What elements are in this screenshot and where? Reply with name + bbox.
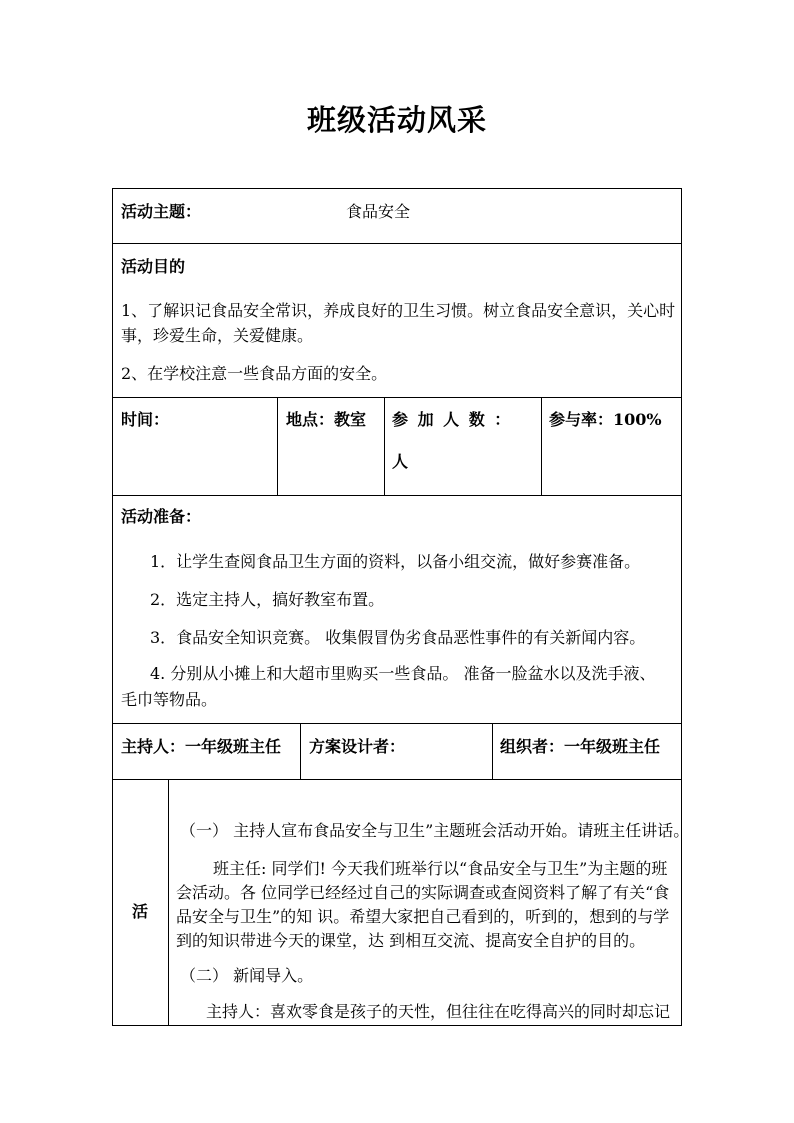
purpose-line: 事，珍爱生命，关爱健康。 xyxy=(121,326,314,345)
place-label: 地点：教室 xyxy=(286,410,367,429)
process-line: 班主任: 同学们! 今天我们班举行以“食品安全与卫生”为主题的班 xyxy=(213,859,668,878)
theme-label: 活动主题： xyxy=(121,202,202,221)
prep-item: 3．食品安全知识竞赛。 收集假冒伪劣食品恶性事件的有关新闻内容。 xyxy=(150,628,646,647)
time-label: 时间： xyxy=(121,410,170,429)
process-line: 到的知识带进今天的课堂，达 到相互交流、提高安全自护的目的。 xyxy=(176,931,646,950)
process-line: （一） 主持人宣布食品安全与卫生”主题班会活动开始。请班主任讲话。 xyxy=(180,821,690,840)
host-label: 主持人：一年级班主任 xyxy=(121,737,282,756)
col-divider xyxy=(541,397,542,495)
col-divider xyxy=(277,397,278,495)
prep-item: 4. 分别从小摊上和大超市里购买一些食品。 准备一脸盆水以及洗手液、 xyxy=(150,664,656,683)
row-divider xyxy=(112,779,682,780)
organizer-label: 组织者：一年级班主任 xyxy=(500,737,661,756)
row-divider xyxy=(112,495,682,496)
row-divider xyxy=(112,397,682,398)
prep-item: 1．让学生查阅食品卫生方面的资料，以备小组交流，做好参赛准备。 xyxy=(150,552,641,571)
purpose-line: 1、了解识记食品安全常识，养成良好的卫生习惯。树立食品安全意识，关心时 xyxy=(121,301,676,320)
purpose-heading: 活动目的 xyxy=(121,257,186,276)
col-divider xyxy=(300,723,301,779)
designer-label: 方案设计者： xyxy=(309,737,406,756)
process-line: 品安全与卫生”的知 识。希望大家把自己看到的，听到的，想到的与学 xyxy=(176,907,670,926)
participant-count-unit: 人 xyxy=(392,452,409,471)
row-divider xyxy=(112,243,682,244)
process-line: 会活动。各 位同学已经经过自己的实际调查或查阅资料了解了有关“食 xyxy=(176,883,670,902)
participant-count-label: 参 加 人 数 ： xyxy=(392,410,513,429)
col-divider xyxy=(384,397,385,495)
prep-item: 2．选定主持人，搞好教室布置。 xyxy=(150,590,385,609)
process-line: 主持人：喜欢零食是孩子的天性，但往往在吃得高兴的同时却忘记 xyxy=(206,1002,671,1021)
col-divider xyxy=(168,779,169,1025)
col-divider xyxy=(492,723,493,779)
prep-heading: 活动准备： xyxy=(121,507,202,526)
prep-item: 毛巾等物品。 xyxy=(121,690,218,709)
process-side-label: 活 xyxy=(132,902,149,921)
page-title: 班级活动风采 xyxy=(306,103,487,137)
row-divider xyxy=(112,723,682,724)
process-line: （二） 新闻导入。 xyxy=(180,966,314,985)
participation-rate: 参与率：100% xyxy=(549,410,662,429)
theme-value: 食品安全 xyxy=(346,202,411,221)
purpose-line: 2、在学校注意一些食品方面的安全。 xyxy=(121,364,388,383)
